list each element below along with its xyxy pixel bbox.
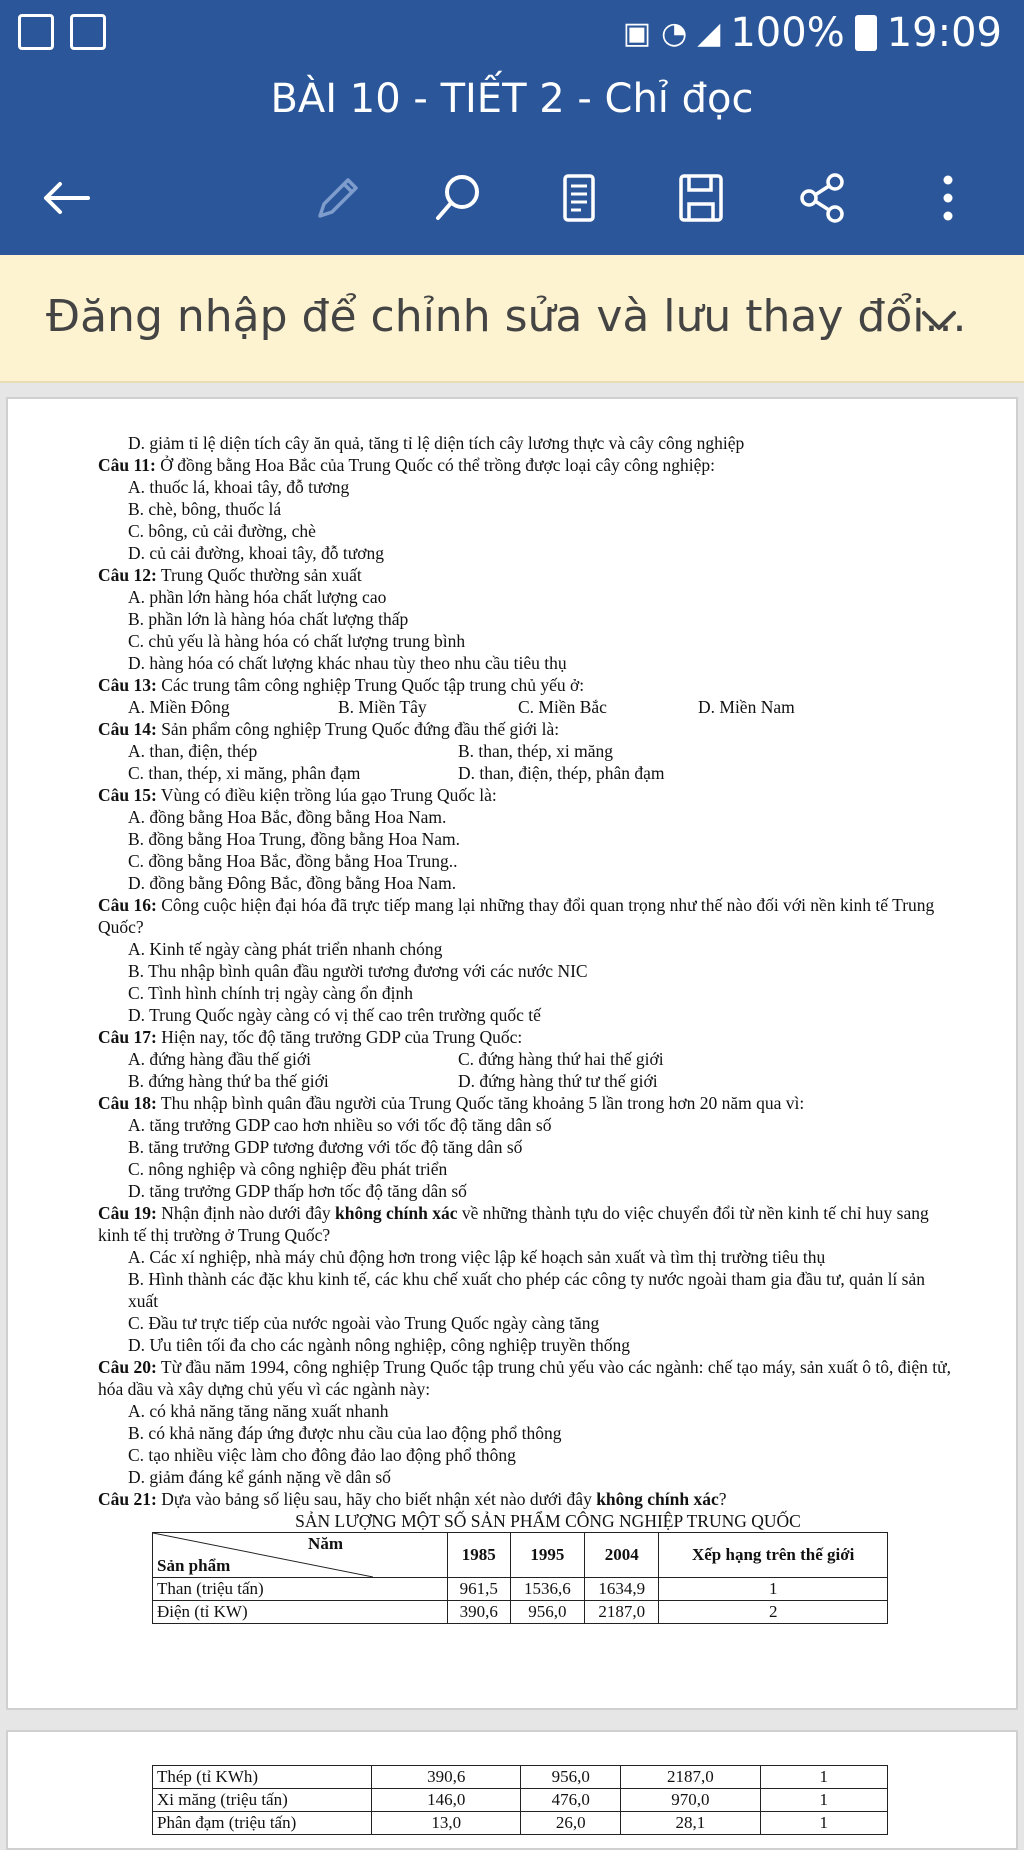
answer-option: B. Thu nhập bình quân đầu người tương đương với các nước NIC [128,961,588,981]
answer-option: A. Kinh tế ngày càng phát triển nhanh chóng [128,939,443,959]
column-header: 1995 [510,1533,584,1578]
table-cell: 2187,0 [585,1601,659,1624]
question-text: Các trung tâm công nghiệp Trung Quốc tập trung chủ yếu ở: [156,675,585,695]
table-title: SẢN LƯỢNG MỘT SỐ SẢN PHẨM CÔNG NGHIỆP TRUNG QUỐC [295,1511,801,1531]
question-number: Câu 15: [98,785,157,805]
question-emphasis: không chính xác [596,1489,719,1509]
question-number: Câu 12: [98,565,157,585]
table-cell: 1 [760,1789,887,1812]
answer-option: D. Miền Nam [698,697,795,717]
question-number: Câu 16: [98,895,157,915]
question-text: Dựa vào bảng số liệu sau, hãy cho biết nhận xét nào dưới đây [156,1489,597,1509]
save-icon [671,168,731,228]
signin-banner[interactable] [0,255,1024,383]
answer-option: B. chè, bông, thuốc lá [128,499,282,519]
question-number: Câu 11: [98,455,156,475]
production-table-continued [152,1765,888,1835]
document-title: BÀI 10 - TIẾT 2 - Chỉ đọc [270,76,754,122]
column-header: 2004 [585,1533,659,1578]
search-icon [428,168,488,228]
answer-option: A. thuốc lá, khoai tây, đỗ tương [128,477,350,497]
signal-icon: ◢ [697,15,721,51]
table-cell: 2 [659,1601,888,1624]
product-name: Phân đạm (triệu tấn) [153,1812,372,1835]
question-text: Từ đầu năm 1994, công nghiệp Trung Quốc tập trung chủ yếu vào các ngành: chế tạo máy, sản xuất ô tô, điện tử, hóa dầu và xây dựng chủ yếu vì các ngành này: [98,1357,951,1399]
answer-option: B. than, thép, xi măng [458,741,614,761]
answer-option: B. có khả năng đáp ứng được nhu cầu của lao động phổ thông [128,1423,562,1443]
table-cell: 13,0 [372,1812,521,1835]
answer-option: A. than, điện, thép [128,741,258,761]
table-cell: 390,6 [447,1601,510,1624]
table-row [153,1578,888,1601]
question-number: Câu 17: [98,1027,157,1047]
question-text: Thu nhập bình quân đầu người của Trung Quốc tăng khoảng 5 lần trong hơn 20 năm qua vì: [156,1093,805,1113]
question-emphasis: không chính xác [334,1203,458,1223]
answer-option: D. đứng hàng thứ tư thế giới [458,1071,658,1091]
table-cell: 1634,9 [585,1578,659,1601]
column-header: 1985 [447,1533,510,1578]
question [98,894,958,938]
app-header [0,68,1024,255]
gallery-notification-icon [18,14,54,50]
document-body [98,432,958,1624]
answer-option: C. tạo nhiều việc làm cho đông đảo lao động phổ thông [128,1445,516,1465]
question-text: Trung Quốc thường sản xuất [156,565,362,585]
table-cell: 476,0 [521,1789,621,1812]
question-text: Ở đồng bằng Hoa Bắc của Trung Quốc có thể trồng được loại cây công nghiệp: [155,455,716,475]
production-table [152,1532,888,1624]
question [98,1092,958,1114]
signin-banner-text: Đăng nhập để chỉnh sửa và lưu thay đổi... [46,291,967,342]
answer-option: A. đứng hàng đầu thế giới [128,1049,312,1069]
corner-diagonal [153,1533,373,1577]
question-number: Câu 21: [98,1489,157,1509]
question [98,1356,958,1400]
answer-option: C. than, thép, xi măng, phân đạm [128,763,361,783]
answer-option: A. Miền Đông [128,697,230,717]
answer-option: B. đồng bằng Hoa Trung, đồng bằng Hoa Nam. [128,829,460,849]
table-cell: 2187,0 [621,1766,761,1789]
answer-option: A. Các xí nghiệp, nhà máy chủ động hơn trong việc lập kế hoạch sản xuất và tìm thị trường tiêu thụ [128,1247,826,1267]
table-cell: 956,0 [510,1601,584,1624]
product-name: Than (triệu tấn) [153,1578,448,1601]
table-cell: 956,0 [521,1766,621,1789]
answer-option: A. đồng bằng Hoa Bắc, đồng bằng Hoa Nam. [128,807,447,827]
reading-view-button[interactable] [539,158,619,238]
back-button[interactable] [26,158,106,238]
share-icon [793,168,853,228]
question [98,1488,958,1510]
answer-option: D. củ cải đường, khoai tây, đỗ tương [128,543,385,563]
answer-option: C. đứng hàng thứ hai thế giới [458,1049,664,1069]
table-cell: 1536,6 [510,1578,584,1601]
answer-option: D. giảm tỉ lệ diện tích cây ăn quả, tăng tỉ lệ diện tích cây lương thực và cây công nghiệp [128,433,745,453]
battery-icon [855,15,877,51]
answer-option-row [98,740,958,762]
question-text: Nhận định nào dưới đây [156,1203,335,1223]
corner-year-label: Năm [308,1534,343,1553]
answer-option: A. tăng trưởng GDP cao hơn nhiều so với tốc độ tăng dân số [128,1115,552,1135]
answer-option: B. Hình thành các đặc khu kinh tế, các khu chế xuất cho phép các công ty nước ngoài tham gia đầu tư, quản lí sản xuất [128,1269,926,1311]
answer-option-row [98,1070,958,1092]
toolbar [0,158,1024,238]
question-text: Hiện nay, tốc độ tăng trưởng GDP của Trung Quốc: [156,1027,523,1047]
arrow-left-icon [36,168,96,228]
answer-option: C. chủ yếu là hàng hóa có chất lượng trung bình [128,631,466,651]
document-page-2 [6,1730,1018,1850]
answer-option: C. đồng bằng Hoa Bắc, đồng bằng Hoa Trung.. [128,851,458,871]
product-name: Thép (tỉ KWh) [153,1766,372,1789]
corner-product-label: Sản phẩm [157,1556,231,1575]
chevron-down-icon[interactable] [914,295,964,345]
clock: 19:09 [886,10,1002,56]
question [98,718,958,740]
answer-option: A. có khả năng tăng năng xuất nhanh [128,1401,389,1421]
table-row [153,1789,888,1812]
table-cell: 28,1 [621,1812,761,1835]
document-view-icon [549,168,609,228]
question-text: ? [718,1489,727,1509]
status-bar [0,0,1024,68]
answer-option: B. phần lớn là hàng hóa chất lượng thấp [128,609,409,629]
answer-option-row [98,1048,958,1070]
answer-option: B. đứng hàng thứ ba thế giới [128,1071,329,1091]
table-row [153,1766,888,1789]
wifi-icon: ◔ [661,15,688,51]
column-header: Xếp hạng trên thế giới [659,1533,888,1578]
question-number: Câu 13: [98,675,157,695]
table-cell: 970,0 [621,1789,761,1812]
answer-option: B. Miền Tây [338,697,427,717]
question-number: Câu 19: [98,1203,157,1223]
answer-option: D. giảm đáng kể gánh nặng về dân số [128,1467,391,1487]
question [98,564,958,586]
document-page [6,397,1018,1710]
answer-option: C. Miền Bắc [518,697,607,717]
table-cell: 1 [659,1578,888,1601]
app-notification-icon [70,14,106,50]
table-cell: 146,0 [372,1789,521,1812]
answer-option: D. hàng hóa có chất lượng khác nhau tùy theo nhu cầu tiêu thụ [128,653,567,673]
share-button[interactable] [783,158,863,238]
table-cell: 390,6 [372,1766,521,1789]
answer-option-row [98,696,958,718]
question-text: Vùng có điều kiện trồng lúa gạo Trung Quốc là: [156,785,497,805]
table-cell: 1 [760,1766,887,1789]
answer-option: C. Đầu tư trực tiếp của nước ngoài vào Trung Quốc ngày càng tăng [128,1313,600,1333]
table-cell: 26,0 [521,1812,621,1835]
table-row [153,1601,888,1624]
battery-saver-icon: ▣ [622,15,652,51]
answer-option: D. than, điện, thép, phân đạm [458,763,665,783]
save-button[interactable] [661,158,741,238]
answer-option-row [98,762,958,784]
question [98,1202,958,1246]
question-number: Câu 20: [98,1357,157,1377]
answer-option: D. Ưu tiên tối đa cho các ngành nông nghiệp, công nghiệp truyền thống [128,1335,631,1355]
answer-option: A. phần lớn hàng hóa chất lượng cao [128,587,387,607]
pencil-icon [306,168,366,228]
question-text: về những thành tựu do việc chuyển đổi từ nền kinh tế chỉ huy sang kinh tế thị trường ở Trung Quốc? [98,1203,929,1245]
answer-option: C. Tình hình chính trị ngày càng ổn định [128,983,413,1003]
search-button[interactable] [418,158,498,238]
edit-button[interactable] [296,158,376,238]
answer-option: C. nông nghiệp và công nghiệp đều phát triển [128,1159,448,1179]
product-name: Điện (tỉ KW) [153,1601,448,1624]
answer-option: C. bông, củ cải đường, chè [128,521,316,541]
table-cell: 1 [760,1812,887,1835]
question [98,454,958,476]
answer-option: B. tăng trưởng GDP tương đương với tốc độ tăng dân số [128,1137,523,1157]
answer-option: D. Trung Quốc ngày càng có vị thế cao trên trường quốc tế [128,1005,541,1025]
more-vertical-icon [918,168,978,228]
table-corner-cell [153,1533,448,1578]
more-options-button[interactable] [908,158,988,238]
question-text: Công cuộc hiện đại hóa đã trực tiếp mang lại những thay đổi quan trọng như thế nào đối với nền kinh tế Trung Quốc? [98,895,935,937]
question [98,1026,958,1048]
question [98,674,958,696]
answer-option: D. tăng trưởng GDP thấp hơn tốc độ tăng dân số [128,1181,467,1201]
table-cell: 961,5 [447,1578,510,1601]
battery-percent: 100% [730,10,845,56]
product-name: Xi măng (triệu tấn) [153,1789,372,1812]
answer-option: D. đồng bằng Đông Bắc, đồng bằng Hoa Nam. [128,873,457,893]
question [98,784,958,806]
table-row [153,1812,888,1835]
table-header-row [153,1533,888,1578]
document-body-2 [98,1765,958,1835]
question-number: Câu 18: [98,1093,157,1113]
question-number: Câu 14: [98,719,157,739]
question-text: Sản phẩm công nghiệp Trung Quốc đứng đầu thế giới là: [156,719,560,739]
